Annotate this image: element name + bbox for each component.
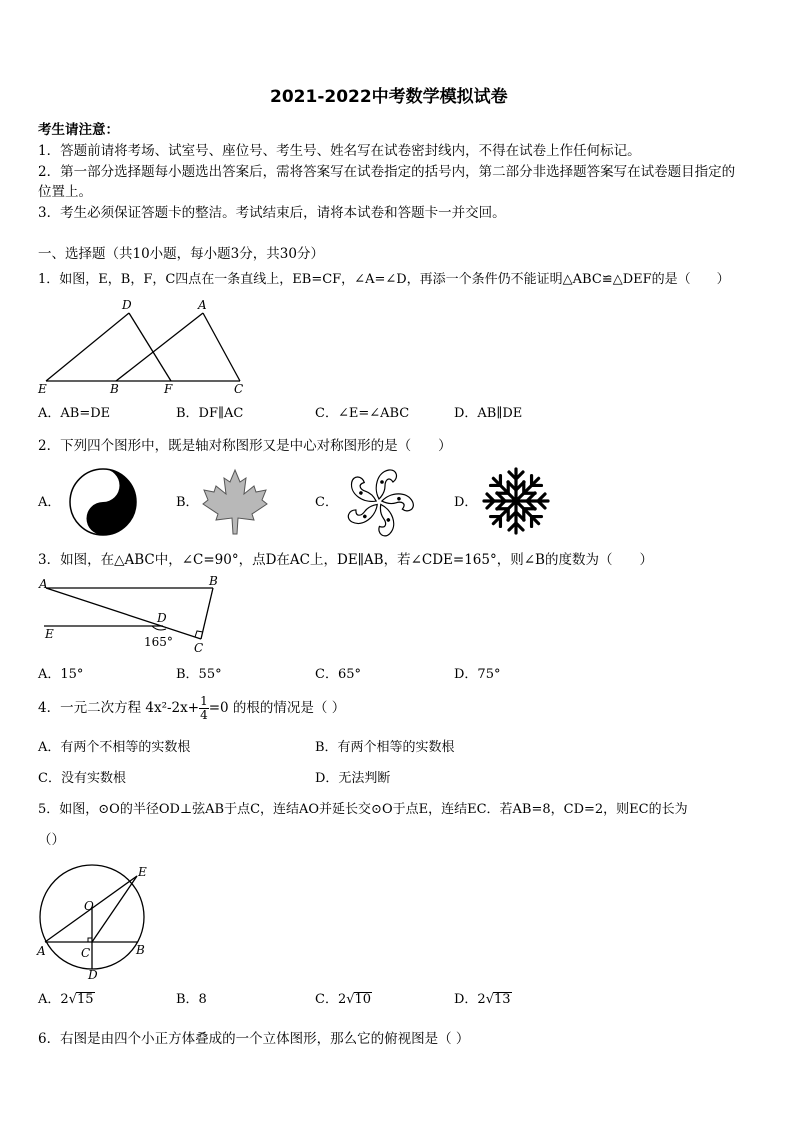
q5-option-a-radicand: 15 [76,992,94,1007]
q4-stem [38,693,345,723]
q5-option-a-prefix: A．2 [38,992,69,1007]
q1-option-d[interactable]: D．AB∥DE [454,406,523,421]
q1-option-b[interactable]: B．DF∥AC [176,406,244,421]
q5-stem-paren: （） [38,832,65,848]
q1-label-e: E [38,382,47,396]
q4-stem-after: =0 的根的情况是（ ） [208,700,346,716]
q5-option-b-prefix: B．8 [176,992,207,1007]
q4-option-d[interactable]: D．无法判断 [315,771,391,786]
page-title: 2021-2022中考数学模拟试卷 [270,87,508,107]
q2-option-c[interactable]: C． [315,495,338,510]
q3-option-d[interactable]: D．75° [454,667,501,682]
q5-option-d-radicand: 13 [494,992,511,1007]
q1-option-a[interactable]: A．AB=DE [38,406,111,421]
sqrt-icon: √ [68,992,77,1007]
q5-option-c-prefix: C．2 [315,992,347,1007]
q4-frac-num: 1 [200,694,208,708]
notice-item-1: 1．答题前请将考场、试室号、座位号、考生号、姓名写在试卷密封线内，不得在试卷上作任何标记。 [38,143,641,159]
sqrt-icon: √ [346,992,355,1007]
q5-label-d: D [88,968,98,982]
q4-option-c[interactable]: C．没有实数根 [38,771,126,786]
q5-label-o: O [84,899,94,913]
maple-leaf-icon[interactable] [200,466,270,538]
q6-stem: 6．右图是由四个小正方体叠成的一个立体图形，那么它的俯视图是（ ） [38,1031,470,1047]
section-heading: 一、选择题（共10小题，每小题3分，共30分） [38,246,324,262]
q3-option-b[interactable]: B．55° [176,667,222,682]
sqrt-icon: √ [485,992,494,1007]
q5-option-a[interactable] [38,992,95,1008]
q3-figure [36,574,226,656]
q5-label-b: B [136,943,145,957]
q3-label-c: C [194,641,204,655]
snowflake-icon[interactable] [480,464,552,538]
q1-label-a: A [198,298,207,312]
q3-option-c[interactable]: C．65° [315,667,361,682]
q2-stem: 2．下列四个图形中，既是轴对称图形又是中心对称图形的是（ ） [38,438,452,454]
q3-stem: 3．如图，在△ABC中，∠C=90°，点D在AC上，DE∥AB，若∠CDE=165°，则∠B的度数为（ ） [38,552,653,568]
q5-option-c-radicand: 10 [354,992,372,1007]
q4-stem-before: 4．一元二次方程 4x²-2x+ [38,700,200,716]
q1-label-d: D [122,298,132,312]
q1-label-c: C [234,382,244,396]
q5-option-d[interactable] [454,992,512,1008]
q2-option-a[interactable]: A． [38,495,61,510]
q5-figure [34,862,158,982]
q5-option-d-prefix: D．2 [454,992,486,1007]
q2-option-b[interactable]: B． [176,495,199,510]
notice-item-2: 2．第一部分选择题每小题选出答案后，需将答案写在试卷指定的括号内，第二部分非选择题答案写在试卷题目指定的 [38,164,736,180]
q1-figure [36,296,248,398]
q1-label-b: B [110,382,119,396]
notice-heading: 考生请注意： [38,122,119,138]
q2-option-d[interactable]: D． [454,495,478,510]
q4-frac-den: 4 [200,708,208,722]
q3-label-b: B [209,574,218,588]
notice-item-2-cont: 位置上。 [38,184,92,200]
q1-stem: 1．如图，E，B，F，C四点在一条直线上，EB=CF，∠A=∠D，再添一个条件仍不能证明△ABC≌△DEF的是（ ） [38,272,730,287]
q5-stem: 5．如图，⊙O的半径OD⊥弦AB于点C，连结AO并延长交⊙O于点E，连结EC．若AB=8，CD=2，则EC的长为 [38,802,688,817]
q5-option-b[interactable] [176,992,207,1008]
q3-label-a: A [39,577,48,591]
q3-label-d: D [157,611,167,625]
q4-option-a[interactable]: A．有两个不相等的实数根 [38,740,191,755]
q1-option-c[interactable]: C．∠E=∠ABC [315,406,410,421]
q3-label-e: E [45,627,54,641]
bauhinia-flower-icon[interactable] [340,466,418,538]
notice-item-3: 3．考生必须保证答题卡的整洁。考试结束后，请将本试卷和答题卡一并交回。 [38,205,506,221]
yin-yang-icon[interactable] [66,466,140,538]
q3-option-a[interactable]: A．15° [38,667,84,682]
q4-fraction [199,695,209,722]
q5-label-a: A [37,944,46,958]
q3-label-angle: 165° [144,635,173,649]
q5-label-e: E [138,865,147,879]
q4-option-b[interactable]: B．有两个相等的实数根 [315,740,455,755]
q5-label-c: C [81,946,91,960]
q5-option-c[interactable] [315,992,372,1008]
q1-label-f: F [164,382,173,396]
